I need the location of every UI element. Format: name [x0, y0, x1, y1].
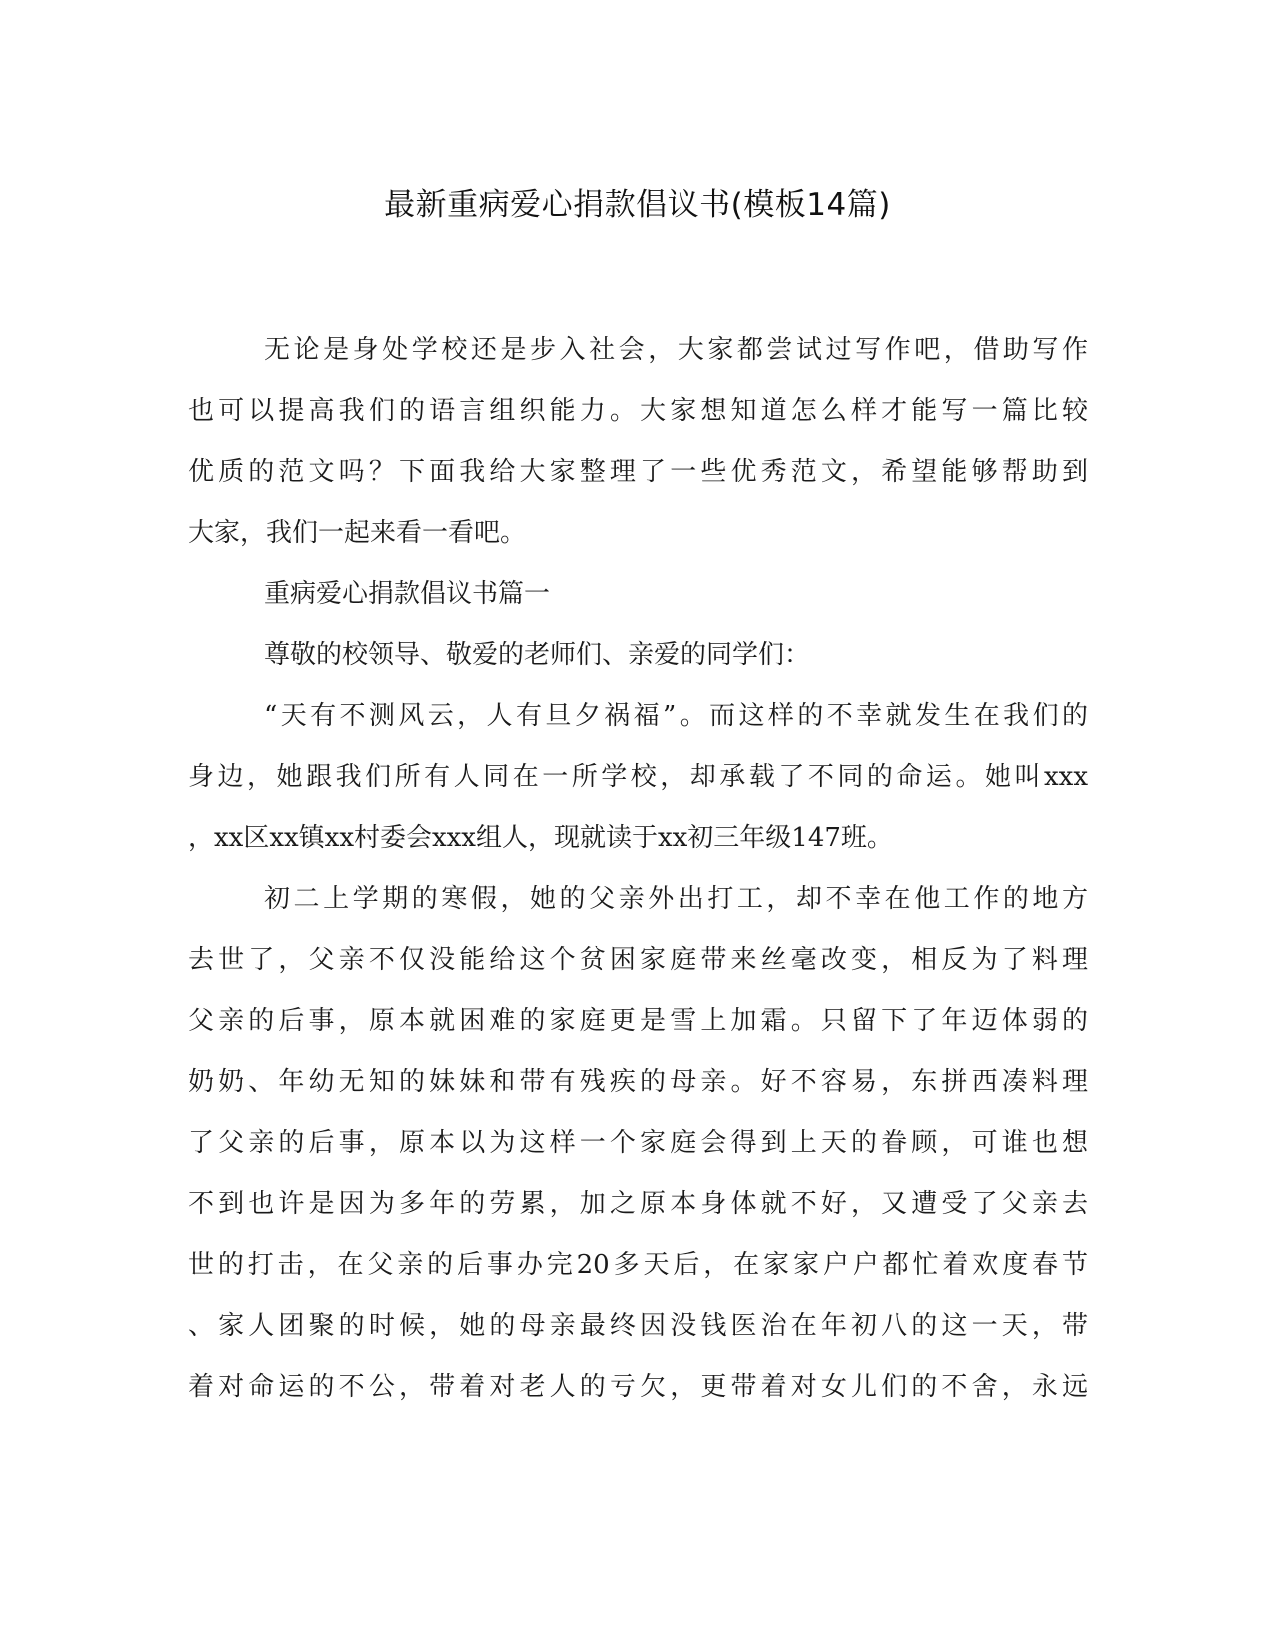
salutation: 尊敬的校领导、敬爱的老师们、亲爱的同学们：	[264, 640, 811, 670]
paragraph-line: 初二上学期的寒假，她的父亲外出打工，却不幸在他工作的地方	[264, 884, 1088, 914]
paragraph-line: 、家人团聚的时候，她的母亲最终因没钱医治在年初八的这一天，带	[188, 1311, 1088, 1341]
paragraph-line: 不到也许是因为多年的劳累，加之原本身体就不好，又遭受了父亲去	[188, 1189, 1088, 1219]
paragraph-line: 大家，我们一起来看一看吧。	[188, 518, 527, 548]
paragraph-line: 父亲的后事，原本就困难的家庭更是雪上加霜。只留下了年迈体弱的	[188, 1006, 1088, 1036]
paragraph-line: 无论是身处学校还是步入社会，大家都尝试过写作吧，借助写作	[264, 335, 1088, 365]
section-heading: 重病爱心捐款倡议书篇一	[264, 579, 551, 609]
paragraph-line: 优质的范文吗？下面我给大家整理了一些优秀范文，希望能够帮助到	[188, 457, 1088, 487]
document-title: 最新重病爱心捐款倡议书(模板14篇)	[384, 187, 891, 223]
document-body	[188, 320, 1088, 1418]
paragraph-line: 世的打击，在父亲的后事办完20多天后，在家家户户都忙着欢度春节	[188, 1250, 1088, 1280]
paragraph-line: 奶奶、年幼无知的妹妹和带有残疾的母亲。好不容易，东拼西凑料理	[188, 1067, 1088, 1097]
paragraph-line: 身边，她跟我们所有人同在一所学校，却承载了不同的命运。她叫xxx	[188, 762, 1088, 792]
paragraph-line: ，xx区xx镇xx村委会xxx组人，现就读于xx初三年级147班。	[188, 823, 893, 853]
paragraph-line: 去世了，父亲不仅没能给这个贫困家庭带来丝毫改变，相反为了料理	[188, 945, 1088, 975]
paragraph-line: 了父亲的后事，原本以为这样一个家庭会得到上天的眷顾，可谁也想	[188, 1128, 1088, 1158]
paragraph-line: “天有不测风云，人有旦夕祸福”。而这样的不幸就发生在我们的	[264, 701, 1088, 731]
paragraph-line: 着对命运的不公，带着对老人的亏欠，更带着对女儿们的不舍，永远	[188, 1372, 1088, 1402]
paragraph-line: 也可以提高我们的语言组织能力。大家想知道怎么样才能写一篇比较	[188, 396, 1088, 426]
